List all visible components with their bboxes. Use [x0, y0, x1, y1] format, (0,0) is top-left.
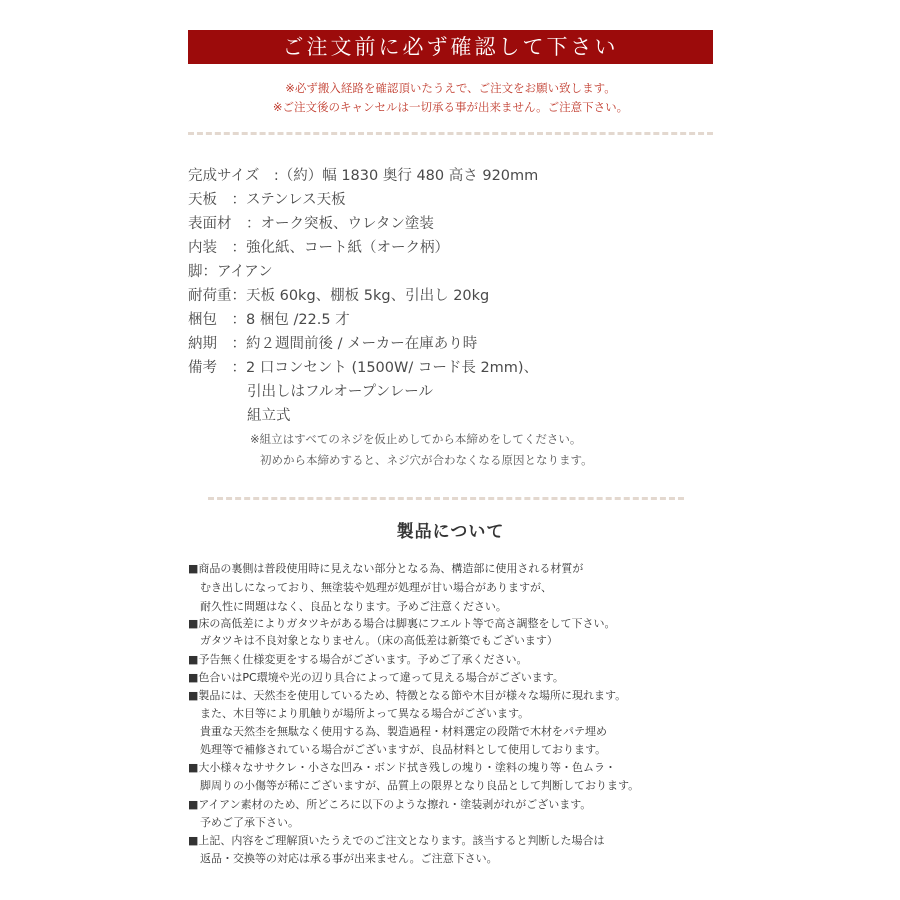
spec-surface: 表面材 ：オーク突板、ウレタン塗装 [188, 216, 434, 232]
spec-package: 梱包 ：8 梱包 /22.5 才 [188, 312, 350, 328]
spec-remarks-rail: 引出しはフルオープンレール [247, 384, 433, 400]
spec-remarks: 備考 ：2 口コンセント (1500W/ コード長 2mm)、 [188, 360, 539, 376]
about-line: ガタツキは不良対象となりません。（床の高低差は新築でもございます） [200, 634, 558, 647]
about-line: 脚周りの小傷等が稀にございますが、品質上の限界となり良品として判断しております。 [200, 779, 640, 792]
about-line: また、木目等により肌触りが場所よって異なる場合がございます。 [200, 707, 530, 720]
assembly-note-1: ※組立はすべてのネジを仮止めしてから本締めをしてください。 [250, 432, 582, 446]
spec-delivery: 納期 ：約２週間前後 / メーカー在庫あり時 [188, 336, 478, 352]
about-line: ■色合いはPC環境や光の辺り具合によって違って見える場合がございます。 [188, 671, 564, 684]
about-line: ■製品には、天然杢を使用しているため、特徴となる節や木目が様々な場所に現れます。 [188, 689, 627, 702]
spec-top-board: 天板 ：ステンレス天板 [188, 192, 346, 208]
about-line: 貴重な天然杢を無駄なく使用する為、製造過程・材料選定の段階で木材をパテ埋め [200, 725, 607, 738]
about-line: ■上記、内容をご理解頂いたうえでのご注文となります。該当すると判断した場合は [188, 834, 605, 847]
notice-text-cancel: ※ご注文後のキャンセルは一切承る事が出来ません。ご注意下さい。 [272, 100, 629, 114]
spec-load: 耐荷重：天板 60kg、棚板 5kg、引出し 20kg [188, 288, 490, 304]
spec-legs: 脚：アイアン [188, 264, 273, 280]
dashed-divider-top [188, 132, 713, 135]
about-line: ■床の高低差によりガタツキがある場合は脚裏にフエルト等で高さ調整をして下さい。 [188, 617, 616, 630]
about-line: ■アイアン素材のため、所どころに以下のような擦れ・塗装剥がれがございます。 [188, 798, 592, 811]
about-line: ■商品の裏側は普段使用時に見えない部分となる為、構造部に使用される材質が [188, 562, 584, 575]
notice-text-route: ※必ず搬入経路を確認頂いたうえで、ご注文をお願い致します。 [285, 81, 616, 95]
spec-interior: 内装 ：強化紙、コート紙（オーク柄） [188, 240, 449, 256]
about-line: 処理等で補修されている場合がございますが、良品材料として使用しております。 [200, 743, 607, 756]
about-line: ■予告無く仕様変更をする場合がございます。予めご了承ください。 [188, 653, 528, 666]
about-line: 耐久性に問題はなく、良品となります。予めご注意ください。 [200, 600, 507, 613]
about-line: 返品・交換等の対応は承る事が出来ません。ご注意下さい。 [200, 852, 498, 865]
spec-size: 完成サイズ :（約）幅 1830 奥行 480 高さ 920mm [188, 168, 539, 184]
about-line: 予めご了承下さい。 [200, 816, 299, 829]
spec-remarks-assembly: 組立式 [247, 408, 291, 424]
about-line: ■大小様々なササクレ・小さな凹み・ボンド拭き残しの塊り・塗料の塊り等・色ムラ・ [188, 761, 616, 774]
assembly-note-2: 初めから本締めすると、ネジ穴が合わなくなる原因となります。 [260, 453, 593, 467]
dashed-divider-bottom [208, 497, 684, 500]
notice-banner: ご注文前に必ず確認して下さい [188, 30, 713, 64]
about-product-heading: 製品について [396, 522, 505, 542]
about-line: むき出しになっており、無塗装や処理が処理が甘い場合がありますが、 [200, 581, 552, 594]
